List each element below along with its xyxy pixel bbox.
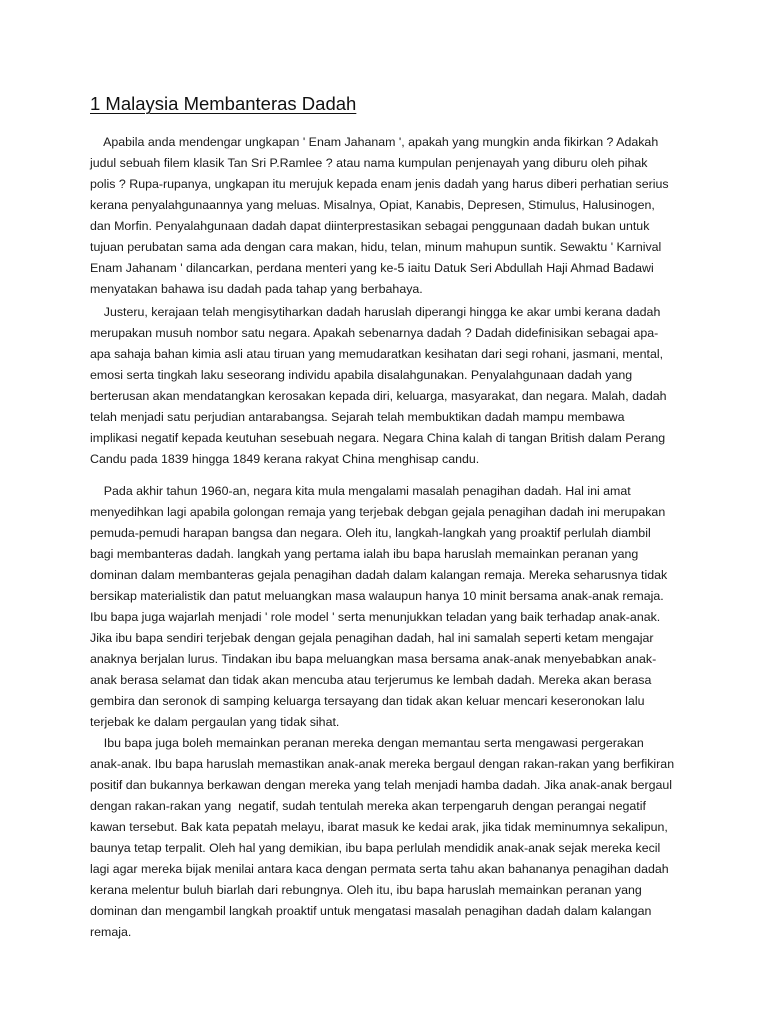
paragraph-line: terjebak ke dalam pergaulan yang tidak sihat. [90, 715, 340, 729]
paragraph-line: polis ? Rupa-rupanya, ungkapan itu merujuk kepada enam jenis dadah yang harus diberi perhatian serius [90, 177, 669, 191]
paragraph-line: Candu pada 1839 hingga 1849 kerana rakyat China menghisap candu. [90, 452, 480, 466]
document-title: 1 Malaysia Membanteras Dadah [90, 93, 357, 114]
paragraph-line: bersikap materialistik dan patut meluangkan masa walaupun hanya 10 minit bersama anak-anak remaja. [90, 589, 664, 603]
paragraph-line: dengan rakan-rakan yang negatif, sudah tentulah mereka akan terpengaruh dengan perangai negatif [90, 799, 646, 813]
paragraph-3 [90, 481, 690, 733]
paragraph-line: anak-anak. Ibu bapa haruslah memastikan anak-anak mereka bergaul dengan rakan-rakan yang berfikiran [90, 757, 675, 771]
paragraph-line: dominan dan mengambil langkah proaktif untuk mengatasi masalah penagihan dadah dalam kalangan [90, 904, 652, 918]
paragraph-line: menyedihkan lagi apabila golongan remaja yang terjebak debgan gejala penagihan dadah ini merupakan [90, 505, 666, 519]
paragraph-line: Pada akhir tahun 1960-an, negara kita mula mengalami masalah penagihan dadah. Hal ini amat [90, 484, 631, 498]
paragraph-line: Ibu bapa juga wajarlah menjadi ' role model ' serta menunjukkan teladan yang baik terhadap anak-anak. [90, 610, 661, 624]
paragraph-2 [90, 302, 690, 470]
paragraph-line: anak berasa selamat dan tidak akan mencuba atau terjerumus ke lembah dadah. Mereka akan berasa [90, 673, 652, 687]
paragraph-line: bagi membanteras dadah. langkah yang pertama ialah ibu bapa haruslah memainkan peranan yang [90, 547, 639, 561]
paragraph-line: Ibu bapa juga boleh memainkan peranan mereka dengan memantau serta mengawasi pergerakan [90, 736, 644, 750]
paragraph-line: pemuda-pemudi harapan bangsa dan negara. Oleh itu, langkah-langkah yang proaktif perlulah diambil [90, 526, 651, 540]
paragraph-line: kawan tersebut. Bak kata pepatah melayu, ibarat masuk ke kedai arak, jika tidak meminumnya sekalipun, [90, 820, 668, 834]
paragraph-line: Apabila anda mendengar ungkapan ' Enam Jahanam ', apakah yang mungkin anda fikirkan ? Adakah [90, 135, 659, 149]
paragraph-line: baunya tetap terpalit. Oleh hal yang demikian, ibu bapa perlulah mendidik anak-anak sejak mereka kecil [90, 841, 661, 855]
paragraph-line: emosi serta tingkah laku seseorang individu apabila disalahgunakan. Penyalahgunaan dadah yang [90, 368, 633, 382]
paragraph-line: tujuan perubatan sama ada dengan cara makan, hidu, telan, minum mahupun suntik. Sewaktu ' Karnival [90, 240, 662, 254]
paragraph-line: dominan dalam membanteras gejala penagihan dadah dalam kalangan remaja. Mereka seharusnya tidak [90, 568, 668, 582]
paragraph-line: berterusan akan mendatangkan kerosakan kepada diri, keluarga, masyarakat, dan negara. Malah, dadah [90, 389, 667, 403]
paragraph-1 [90, 132, 690, 300]
paragraph-line: Justeru, kerajaan telah mengisytiharkan dadah haruslah diperangi hingga ke akar umbi kerana dadah [90, 305, 661, 319]
paragraph-line: menyatakan bahawa isu dadah pada tahap yang berbahaya. [90, 282, 423, 296]
paragraph-line: Enam Jahanam ' dilancarkan, perdana menteri yang ke-5 iaitu Datuk Seri Abdullah Haji Ahmad Badawi [90, 261, 654, 275]
paragraph-line: apa sahaja bahan kimia asli atau tiruan yang memudaratkan kesihatan dari segi rohani, jasmani, mental, [90, 347, 664, 361]
paragraph-line: judul sebuah filem klasik Tan Sri P.Ramlee ? atau nama kumpulan penjenayah yang diburu oleh pihak [90, 156, 648, 170]
paragraph-line: positif dan bukannya berkawan dengan mereka yang telah menjadi hamba dadah. Jika anak-anak bergaul [90, 778, 673, 792]
paragraph-line: dan Morfin. Penyalahgunaan dadah dapat diinterprestasikan sebagai penggunaan dadah bukan untuk [90, 219, 650, 233]
paragraph-line: gembira dan seronok di samping keluarga tersayang dan tidak akan keluar mencari keseronokan lalu [90, 694, 645, 708]
paragraph-line: telah menjadi satu perjudian antarabangsa. Sejarah telah membuktikan dadah mampu membawa [90, 410, 625, 424]
paragraph-line: Jika ibu bapa sendiri terjebak dengan gejala penagihan dadah, hal ini samalah seperti ketam mengajar [90, 631, 654, 645]
paragraph-line: anaknya berjalan lurus. Tindakan ibu bapa meluangkan masa bersama anak-anak menyebabkan anak- [90, 652, 657, 666]
paragraph-line: lagi agar mereka bijak menilai antara kaca dengan permata serta tahu akan bahananya penagihan dadah [90, 862, 669, 876]
paragraph-line: kerana melentur buluh biarlah dari rebungnya. Oleh itu, ibu bapa haruslah memainkan peranan yang [90, 883, 642, 897]
paragraph-line: kerana penyalahgunaannya yang meluas. Misalnya, Opiat, Kanabis, Depresen, Stimulus, Halusinogen, [90, 198, 655, 212]
paragraph-line: implikasi negatif kepada keutuhan sesebuah negara. Negara China kalah di tangan British dalam Perang [90, 431, 666, 445]
paragraph-line: merupakan musuh nombor satu negara. Apakah sebenarnya dadah ? Dadah didefinisikan sebagai apa- [90, 326, 659, 340]
paragraph-line: remaja. [90, 925, 132, 939]
paragraph-4 [90, 733, 690, 943]
